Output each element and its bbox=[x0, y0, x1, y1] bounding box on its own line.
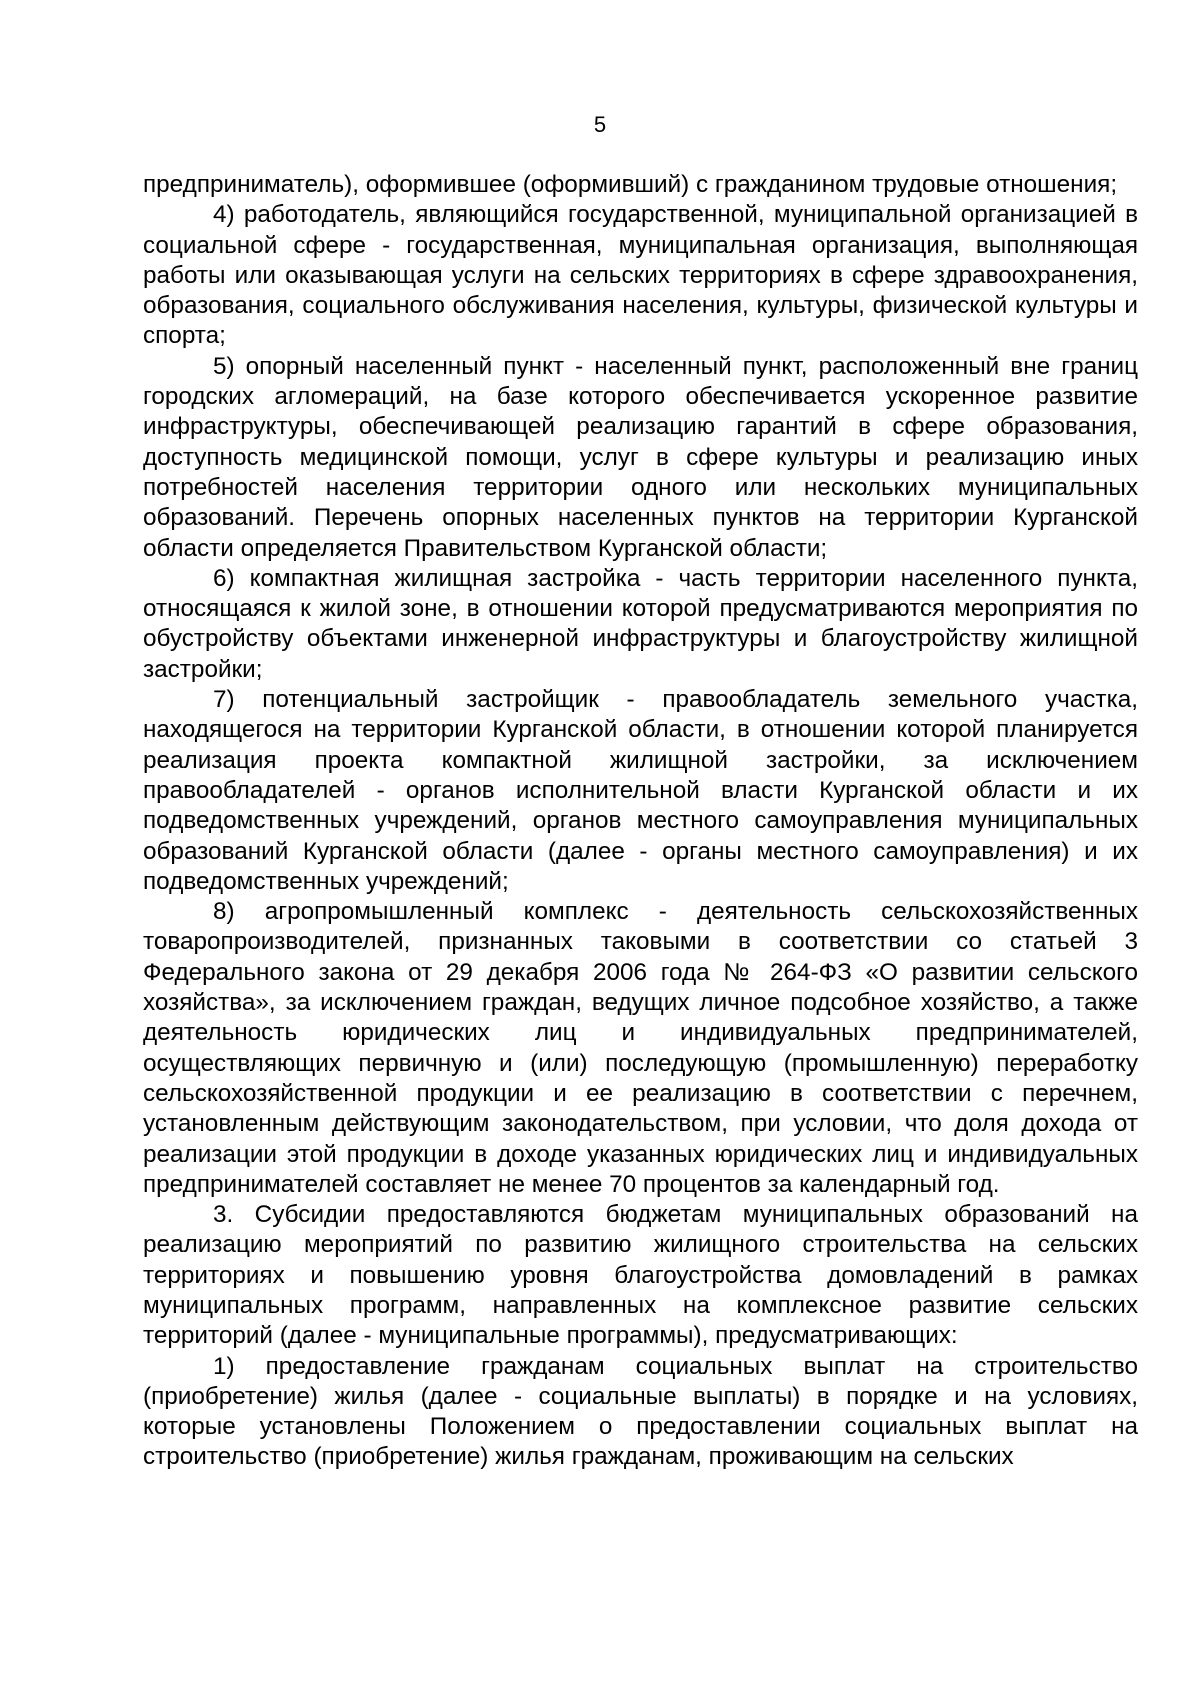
document-body bbox=[143, 170, 1138, 1473]
paragraph-section-3: 3. Субсидии предоставляются бюджетам муниципальных образований на реализацию мероприятий по развитию жилищного строительства на сельских территориях и повышению уровня благоустройства домовладений в рамках муниципальных программ, направленных на комплексное развитие сельских территорий (далее - муниципальные программы), предусматривающих: bbox=[143, 1201, 1138, 1350]
paragraph-item-6: 6) компактная жилищная застройка - часть территории населенного пункта, относящаяся к жилой зоне, в отношении которой предусматриваются мероприятия по обустройству объектами инженерной инфраструктуры и благоустройству жилищной застройки; bbox=[143, 564, 1138, 683]
paragraph-item-8: 8) агропромышленный комплекс - деятельность сельскохозяйственных товаропроизводителей, признанных таковыми в соответствии со статьей 3 Федерального закона от 29 декабря 2006 года № 264-ФЗ «О развитии сельского хозяйства», за исключением граждан, ведущих личное подсобное хозяйство, а также деятельность юридических лиц и индивидуальных предпринимателей, осуществляющих первичную и (или) последующую (промышленную) переработку сельскохозяйственной продукции и ее реализацию в соответствии с перечнем, установленным действующим законодательством, при условии, что доля дохода от реализации этой продукции в доходе указанных юридических лиц и индивидуальных предпринимателей составляет не менее 70 процентов за календарный год. bbox=[143, 898, 1138, 1198]
paragraph-item-4: 4) работодатель, являющийся государственной, муниципальной организацией в социальной сфере - государственная, муниципальная организация, выполняющая работы или оказывающая услуги на сельских территориях в сфере здравоохранения, образования, социального обслуживания населения, культуры, физической культуры и спорта; bbox=[143, 201, 1138, 350]
paragraph-subitem-1: 1) предоставление гражданам социальных выплат на строительство (приобретение) жилья (далее - социальные выплаты) в порядке и на условиях, которые установлены Положением о предоставлении социальных выплат на строительство (приобретение) жилья гражданам, проживающим на сельских bbox=[143, 1352, 1138, 1471]
page-number: 5 bbox=[593, 112, 607, 137]
paragraph-item-5: 5) опорный населенный пункт - населенный пункт, расположенный вне границ городских агломераций, на базе которого обеспечивается ускоренное развитие инфраструктуры, обеспечивающей реализацию гарантий в сфере образования, доступность медицинской помощи, услуг в сфере культуры и реализацию иных потребностей населения территории одного или нескольких муниципальных образований. Перечень опорных населенных пунктов на территории Курганской области определяется Правительством Курганской области; bbox=[143, 352, 1138, 562]
paragraph-continuation: предприниматель), оформившее (оформивший) с гражданином трудовые отношения; bbox=[143, 171, 1118, 198]
paragraph-item-7: 7) потенциальный застройщик - правообладатель земельного участка, находящегося на территории Курганской области, в отношении которой планируется реализация проекта компактной жилищной застройки, за исключением правообладателей - органов исполнительной власти Курганской области и их подведомственных учреждений, органов местного самоуправления муниципальных образований Курганской области (далее - органы местного самоуправления) и их подведомственных учреждений; bbox=[143, 686, 1138, 895]
